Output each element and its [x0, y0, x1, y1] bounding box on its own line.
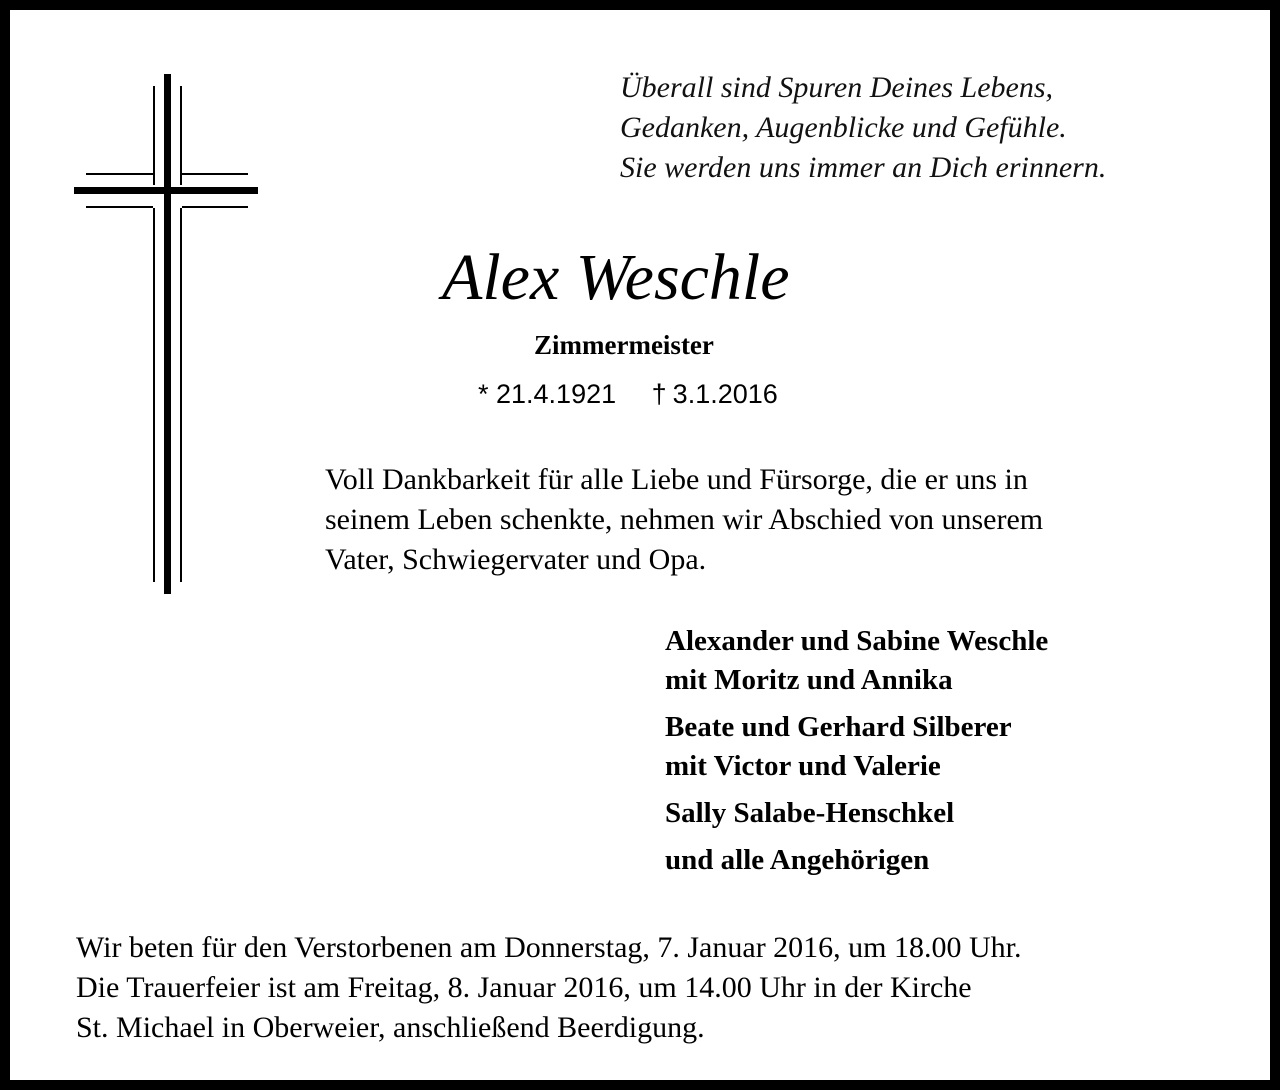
mourner-group [665, 622, 1245, 700]
life-dates [478, 376, 778, 412]
service-line: Wir beten für den Verstorbenen am Donnerstag, 7. Januar 2016, um 18.00 Uhr. [76, 931, 1022, 964]
farewell-message [325, 460, 1255, 580]
message-line: seinem Leben schenkte, nehmen wir Abschied von unserem [325, 503, 1044, 536]
mourner-line: Alexander und Sabine Weschle [665, 625, 1049, 657]
memorial-quote [620, 68, 1260, 188]
mourner-group [665, 794, 1245, 833]
mourner-line: und alle Angehörigen [665, 844, 930, 876]
mourner-line: Sally Salabe-Henschkel [665, 797, 955, 829]
deceased-name: Alex Weschle [442, 241, 790, 314]
death-date: 3.1.2016 [672, 379, 778, 409]
deceased-profession: Zimmermeister [534, 330, 714, 360]
quote-line: Sie werden uns immer an Dich erinnern. [620, 151, 1107, 184]
service-line: Die Trauerfeier ist am Freitag, 8. Januar 2016, um 14.00 Uhr in der Kirche [76, 971, 972, 1004]
quote-line: Gedanken, Augenblicke und Gefühle. [620, 111, 1067, 144]
mourner-line: mit Victor und Valerie [665, 750, 941, 782]
mourner-group [665, 841, 1245, 880]
mourners-list [665, 622, 1245, 888]
quote-line: Überall sind Spuren Deines Lebens, [620, 71, 1054, 104]
message-line: Vater, Schwiegervater und Opa. [325, 543, 707, 576]
mourner-line: mit Moritz und Annika [665, 664, 953, 696]
message-line: Voll Dankbarkeit für alle Liebe und Fürsorge, die er uns in [325, 463, 1028, 496]
service-line: St. Michael in Oberweier, anschließend Beerdigung. [76, 1011, 705, 1044]
dagger-icon: † [651, 379, 667, 409]
cross-icon [74, 74, 258, 594]
mourner-line: Beate und Gerhard Silberer [665, 711, 1012, 743]
mourner-group [665, 708, 1245, 786]
birth-date: * 21.4.1921 [478, 379, 617, 409]
service-details [76, 928, 1246, 1048]
death-date-group [652, 379, 778, 409]
